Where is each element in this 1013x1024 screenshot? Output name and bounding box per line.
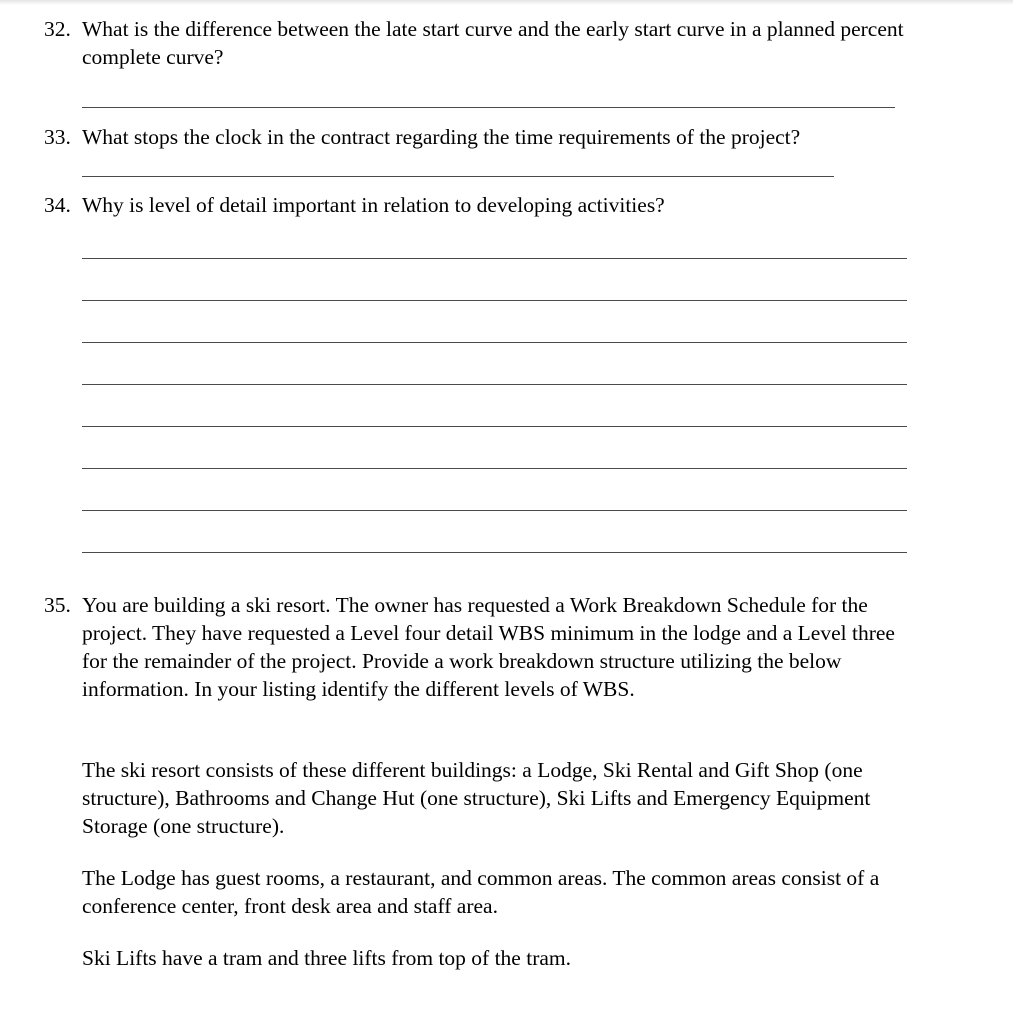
lodge-paragraph: The Lodge has guest rooms, a restaurant, and common areas. The common areas consist of a conference center, front desk area and staff area. — [82, 866, 880, 918]
page-top-edge — [0, 0, 1013, 5]
question-35 — [44, 591, 914, 703]
ski-lifts-paragraph: Ski Lifts have a tram and three lifts from top of the tram. — [82, 946, 571, 970]
question-33 — [44, 123, 944, 151]
question-text: Why is level of detail important in relation to developing activities? — [82, 193, 665, 217]
question-number: 34. — [44, 193, 71, 217]
answer-line-33[interactable] — [82, 176, 834, 177]
answer-line-34-2[interactable] — [82, 300, 907, 301]
answer-line-34-1[interactable] — [82, 258, 907, 259]
answer-line-32[interactable] — [82, 107, 895, 108]
question-text: You are building a ski resort. The owner has requested a Work Breakdown Schedule for the project. They have requested a Level four detail WBS minimum in the lodge and a Level three for the remainder of the project. Provide a work breakdown structure utilizing the below information. In your listing identify the different levels of WBS. — [82, 593, 895, 701]
answer-line-34-3[interactable] — [82, 342, 907, 343]
question-number: 32. — [44, 17, 71, 41]
answer-line-34-4[interactable] — [82, 384, 907, 385]
question-text: What stops the clock in the contract regarding the time requirements of the project? — [82, 125, 801, 149]
ski-resort-buildings-paragraph: The ski resort consists of these different buildings: a Lodge, Ski Rental and Gift Shop (one structure), Bathrooms and Change Hut (one structure), Ski Lifts and Emergency Equipment Storage (one structure). — [82, 758, 871, 838]
answer-line-34-8[interactable] — [82, 552, 907, 553]
question-32 — [44, 15, 914, 71]
question-number: 33. — [44, 125, 71, 149]
answer-line-34-6[interactable] — [82, 468, 907, 469]
answer-line-34-5[interactable] — [82, 426, 907, 427]
question-number: 35. — [44, 593, 71, 617]
answer-line-34-7[interactable] — [82, 510, 907, 511]
question-34 — [44, 191, 914, 219]
question-text: What is the difference between the late start curve and the early start curve in a planned percent complete curve? — [82, 17, 904, 69]
